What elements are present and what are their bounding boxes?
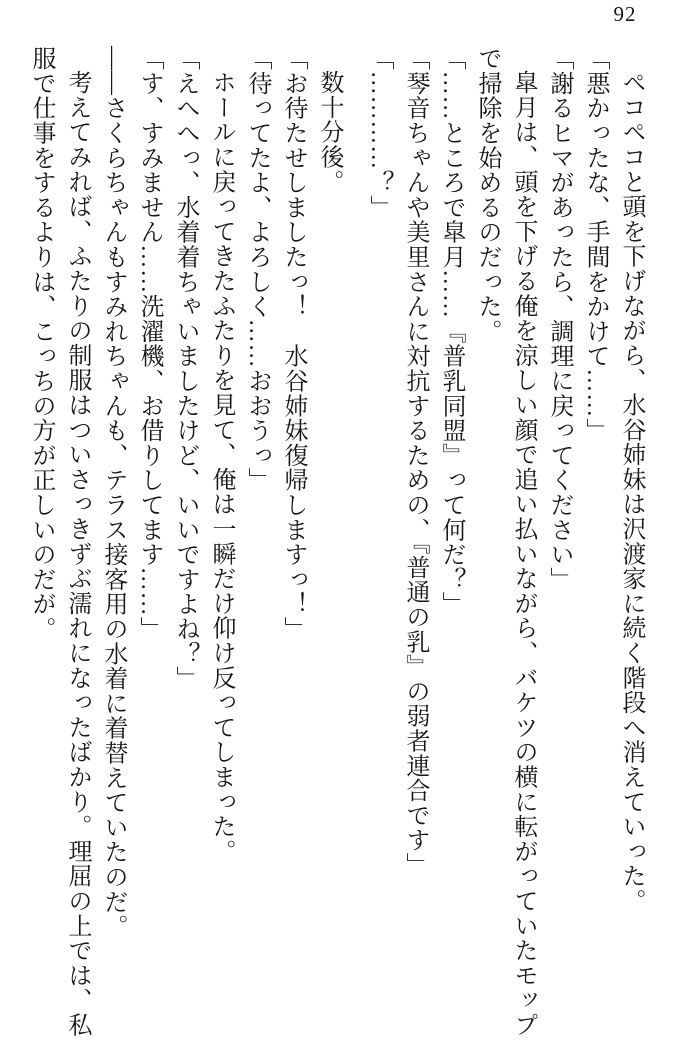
paragraph-8: 数十分後。 (316, 70, 342, 194)
paragraph-1: ペコペコと頭を下げながら、水谷姉妹は沢渡家に続く階段へ消えていった。 (618, 70, 644, 914)
paragraph-7: 「…………？」 (366, 46, 392, 220)
paragraph-11: ホールに戻ってきたふたりを見て、俺は一瞬だけ仰け反ってしまった。 (208, 70, 234, 864)
paragraph-2: 「悪かったな、手間をかけて……」 (582, 46, 608, 443)
paragraph-5: 「……ところで皐月……『普乳同盟』って何だ？」 (438, 46, 464, 617)
paragraph-10: 「待ってたよ、よろしく……おおうっ」 (244, 46, 270, 493)
paragraph-9: 「お待たせしましたっ！ 水谷姉妹復帰しますっ！」 (280, 46, 306, 642)
paragraph-14: ――さくらちゃんもすみれちゃんも、テラス接客用の水着に着替えていたのだ。 (100, 46, 126, 939)
paragraph-15: 考えてみれば、ふたりの制服はついさっきずぶ濡れになったばかり。理屈の上では、私服で仕事をするよりは、こっちの方が正しいのだが。 (28, 46, 90, 1038)
page-number: 92 (613, 2, 637, 26)
paragraph-12: 「えへへっ、水着着ちゃいましたけど、いいですよね？」 (172, 46, 198, 691)
paragraph-4: 皐月は、頭を下げる俺を涼しい顔で追い払いながら、バケツの横に転がっていたモップで掃除を始めるのだった。 (474, 46, 536, 1038)
paragraph-3: 「謝るヒマがあったら、調理に戻ってください」 (546, 46, 572, 592)
paragraph-6: 「琴音ちゃんや美里さんに対抗するための、『普通の乳』の弱者連合です」 (402, 46, 428, 878)
paragraph-13: 「す、すみません……洗濯機、お借りしてます……」 (136, 46, 162, 642)
novel-text-block (23, 46, 649, 1040)
